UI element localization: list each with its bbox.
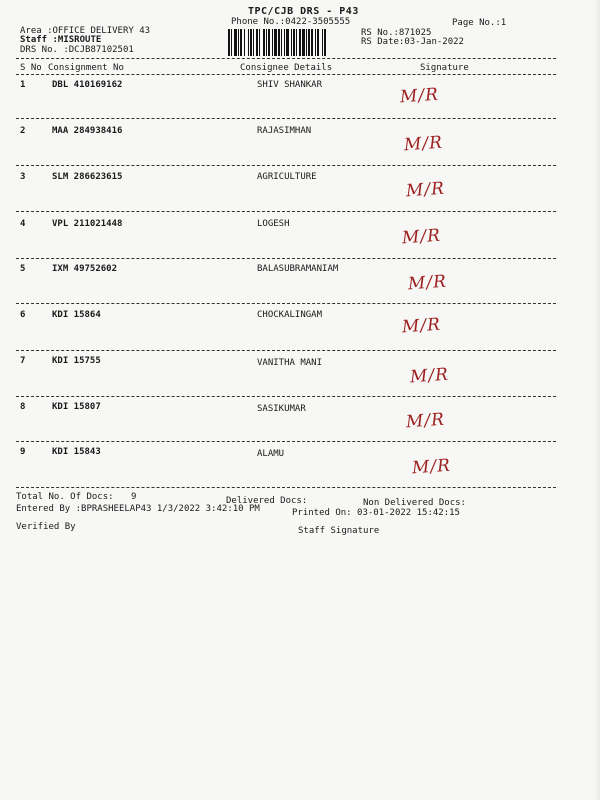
row-consignee: AGRICULTURE (257, 172, 317, 182)
total-docs-label: Total No. Of Docs: (16, 492, 114, 502)
row-sno: 5 (20, 264, 26, 274)
row-consignment-number: KDI 15843 (52, 447, 101, 457)
non-delivered-docs-label: Non Delivered Docs: (363, 498, 466, 508)
row-sno: 4 (20, 219, 26, 229)
row-divider (16, 303, 556, 304)
row-sno: 8 (20, 402, 26, 412)
row-consignment-number: SLM 286623615 (52, 172, 123, 182)
row-sno: 7 (20, 356, 26, 366)
row-sno: 6 (20, 310, 26, 320)
column-header-consignee: Consignee Details (240, 63, 333, 73)
row-divider (16, 211, 556, 212)
document-title: TPC/CJB DRS - P43 (248, 6, 359, 17)
row-signature: M/R (405, 409, 446, 433)
row-sno: 1 (20, 80, 26, 90)
rs-date: RS Date:03-Jan-2022 (361, 37, 464, 47)
row-consignee: SASIKUMAR (257, 404, 306, 414)
row-divider (16, 165, 556, 166)
row-divider (16, 396, 556, 397)
row-sno: 9 (20, 447, 26, 457)
column-header-signature: Signature (420, 63, 469, 73)
row-divider (16, 258, 556, 259)
page-number: Page No.:1 (452, 18, 507, 28)
row-consignment-number: DBL 410169162 (52, 80, 123, 90)
rs-number: RS No.:871025 (361, 28, 432, 38)
row-consignment-number: KDI 15755 (52, 356, 101, 366)
row-signature: M/R (407, 271, 448, 295)
row-sno: 3 (20, 172, 26, 182)
row-consignee: VANITHA MANI (257, 358, 323, 368)
column-header-sno: S No (20, 63, 42, 73)
row-consignment-number: VPL 211021448 (52, 219, 123, 229)
row-sno: 2 (20, 126, 26, 136)
row-consignment-number: MAA 284938416 (52, 126, 123, 136)
row-signature: M/R (403, 132, 444, 156)
row-signature: M/R (409, 364, 450, 388)
delivered-docs-label: Delivered Docs: (226, 496, 308, 506)
row-signature: M/R (405, 178, 446, 202)
total-docs-value: 9 (131, 492, 137, 502)
staff-line: Staff :MISROUTE (20, 35, 102, 45)
row-signature: M/R (399, 84, 440, 108)
row-consignee: SHIV SHANKAR (257, 80, 323, 90)
row-signature: M/R (401, 314, 442, 338)
area-line: Area :OFFICE DELIVERY 43 (20, 26, 151, 36)
row-signature: M/R (401, 225, 442, 249)
row-consignment-number: IXM 49752602 (52, 264, 118, 274)
row-divider (16, 441, 556, 442)
column-header-consignment: Consignment No (48, 63, 124, 73)
printed-on: Printed On: 03-01-2022 15:42:15 (292, 508, 460, 518)
drs-number: DRS No. :DCJB87102501 (20, 45, 134, 55)
row-consignment-number: KDI 15864 (52, 310, 101, 320)
row-consignment-number: KDI 15807 (52, 402, 101, 412)
phone-number: Phone No.:0422-3505555 (231, 17, 351, 27)
row-consignee: BALASUBRAMANIAM (257, 264, 339, 274)
barcode (228, 29, 356, 56)
row-consignee: RAJASIMHAN (257, 126, 312, 136)
header-divider (16, 58, 556, 59)
row-consignee: ALAMU (257, 449, 285, 459)
staff-signature-label: Staff Signature (298, 526, 380, 536)
row-signature: M/R (411, 455, 452, 479)
row-divider (16, 350, 556, 351)
row-consignee: CHOCKALINGAM (257, 310, 323, 320)
entered-by: Entered By :BPRASHEELAP43 1/3/2022 3:42:10 PM (16, 504, 260, 514)
verified-by-label: Verified By (16, 522, 76, 532)
table-end-divider (16, 487, 556, 488)
row-consignee: LOGESH (257, 219, 290, 229)
scan-shadow (594, 0, 600, 800)
column-header-divider (16, 74, 556, 75)
row-divider (16, 118, 556, 119)
